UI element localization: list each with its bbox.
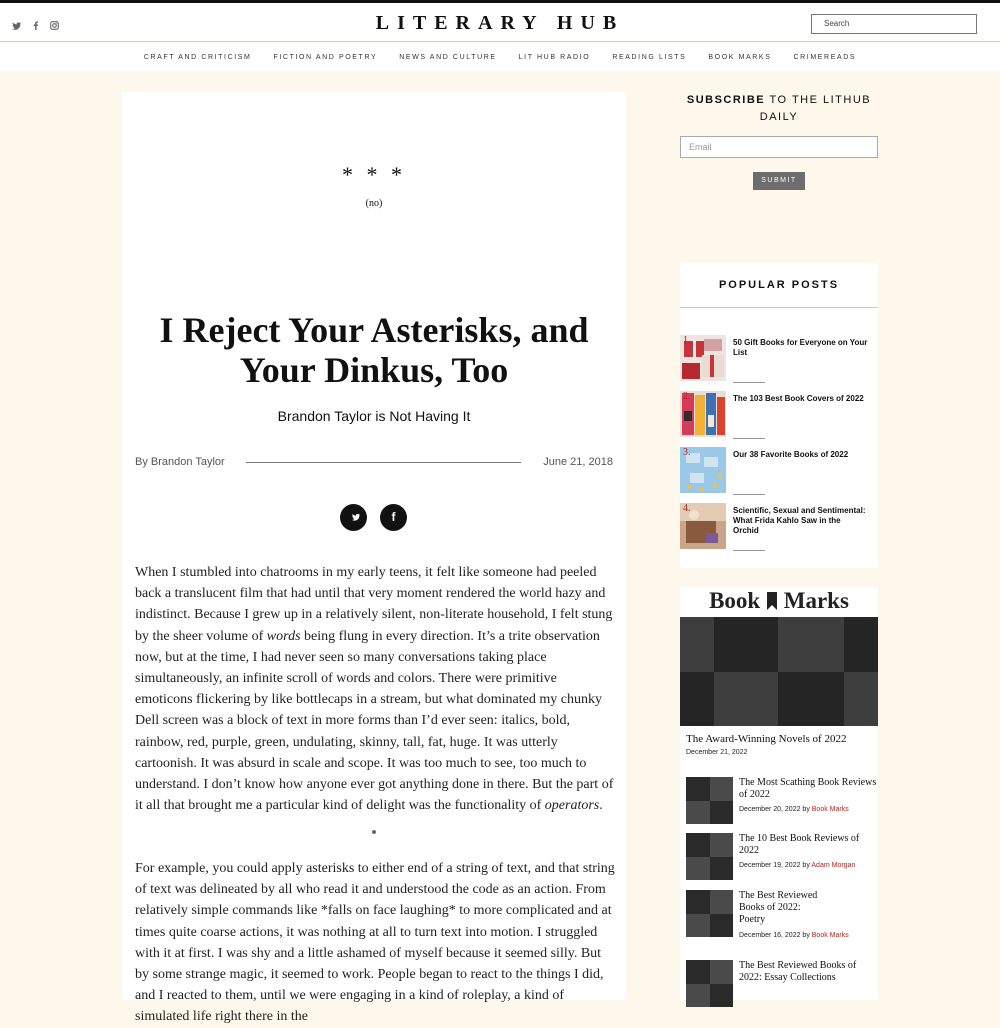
post-rank: 1. [683, 335, 691, 346]
post-rank: 3. [683, 447, 691, 458]
section-separator [372, 830, 376, 834]
paragraph-text: . [599, 798, 603, 814]
article-title: I Reject Your Asterisks, and Your Dinkus, Too [159, 310, 589, 390]
image-tile [778, 617, 844, 672]
article-paragraph [135, 562, 615, 816]
popular-post-item[interactable] [680, 447, 878, 497]
thumb-tile [686, 960, 710, 984]
popular-posts [680, 263, 878, 568]
nav-lit-hub-radio[interactable]: LIT HUB RADIO [518, 53, 591, 61]
item-meta [739, 932, 849, 939]
thumb-tile [686, 914, 710, 938]
article-paragraph: For example, you could apply asterisks to either end of a string of text, and that string of text was delineated by all who read it and understood the code as an action. From relatively simple commands like *falls on face laughing* to more complicated and at times quite coarse actions, it was nothing at all to turn text into motion. I struggled with it at first. I was shy and a little ashamed of myself because it seemed silly. But by some strange magic, it seemed to work. People began to react to the things I did, and I reacted to them, until we were engaging in a kind of roleplay, a kind of simulated life right there in the [135, 861, 615, 1025]
nav-book-marks[interactable]: BOOK MARKS [708, 53, 772, 61]
newsletter-heading [680, 92, 878, 126]
emphasis-operators: operators [544, 798, 600, 814]
featured-date: December 21, 2022 [686, 749, 748, 756]
thumb-tile [710, 801, 734, 825]
post-title[interactable]: Scientific, Sexual and Sentimental: What Frida Kahlo Saw in the Orchid [733, 506, 866, 535]
item-author-link[interactable]: Book Marks [811, 806, 849, 813]
nav-fiction-and-poetry[interactable]: FICTION AND POETRY [273, 53, 378, 61]
thumb-tile [710, 960, 734, 984]
nav-news-and-culture[interactable]: NEWS AND CULTURE [399, 53, 497, 61]
image-tile [714, 672, 778, 726]
thumb-tile [710, 890, 734, 914]
post-divider [733, 550, 765, 551]
thumb-tile [710, 914, 734, 938]
bookmark-icon [766, 592, 778, 610]
emphasis-words: words [266, 628, 301, 644]
post-rank: 4. [683, 503, 691, 514]
share-facebook-button[interactable]: f [380, 504, 407, 531]
subscribe-rest: TO THE LITHUB DAILY [759, 94, 872, 123]
item-title[interactable]: The Best Reviewed Books of 2022: Poetry [739, 890, 818, 925]
email-input[interactable]: Email [680, 136, 878, 158]
item-date: December 20, 2022 by [739, 806, 812, 813]
nav-crimereads[interactable]: CRIMEREADS [793, 53, 857, 61]
item-thumbnail[interactable] [686, 960, 733, 1007]
item-date: December 16, 2022 by [739, 932, 812, 939]
image-tile [778, 672, 844, 726]
item-author-link[interactable]: Adam Morgan [811, 862, 856, 869]
share-twitter-button[interactable] [340, 504, 367, 531]
thumb-tile [710, 833, 734, 857]
thumb-tile [686, 777, 710, 801]
post-title[interactable]: 50 Gift Books for Everyone on Your List [733, 338, 868, 357]
post-rank: 2. [683, 391, 691, 402]
image-tile [844, 672, 878, 726]
item-thumbnail[interactable] [686, 833, 733, 880]
article [122, 92, 626, 1025]
featured-image[interactable] [680, 617, 878, 726]
nav-reading-lists[interactable]: READING LISTS [612, 53, 687, 61]
post-title[interactable]: Our 38 Favorite Books of 2022 [733, 450, 849, 459]
dinkus: * * * [342, 162, 406, 187]
post-divider [733, 382, 765, 383]
item-author-link[interactable]: Book Marks [811, 932, 849, 939]
article-date: June 21, 2018 [543, 456, 613, 468]
book-marks-logo[interactable] [680, 587, 878, 617]
item-meta [739, 806, 849, 813]
image-tile [714, 617, 778, 672]
post-divider [733, 494, 765, 495]
thumb-tile [710, 857, 734, 881]
top-bar [0, 0, 1000, 42]
thumb-tile [686, 833, 710, 857]
share-buttons [340, 504, 407, 531]
popular-post-item[interactable] [680, 391, 878, 441]
item-title[interactable]: The 10 Best Book Reviews of 2022 [739, 833, 860, 856]
thumb-tile [686, 857, 710, 881]
dinkus-note: (no) [365, 198, 383, 209]
byline-divider [246, 462, 521, 463]
item-thumbnail[interactable] [686, 777, 733, 824]
image-tile [844, 617, 878, 672]
nav-craft-and-criticism[interactable]: CRAFT AND CRITICISM [143, 53, 252, 61]
paragraph-text: being flung in every direction. It’s a trite observation now, but at the time, I had never seen so many conversations taking place simultaneously, an infinite scroll of words and colors. There were primitive emoticons flickering by like bottlecaps in a stream, but what dominated my chunky Dell screen was a block of text in more forms than I’d ever seen: italics, bold, rainbow, red, purple, green, undulating, skinny, tall, fat, huge. It was utterly cartoonish. It was absurd in scale and scope. It was too much to see, too much to understand. I don’t know how anyone ever got anything done in there. But the part of it all that brought me a particular kind of delight was the functionality of [135, 628, 614, 814]
popular-posts-heading: POPULAR POSTS [680, 263, 878, 308]
logo-word-book: Book [709, 588, 761, 613]
site-logo[interactable]: LITERARY HUB [375, 12, 625, 34]
thumb-tile [686, 984, 710, 1008]
post-title[interactable]: The 103 Best Book Covers of 2022 [733, 394, 864, 403]
twitter-icon [340, 504, 367, 531]
thumb-tile [710, 777, 734, 801]
item-title[interactable]: The Best Reviewed Books of 2022: Essay Collections [739, 960, 857, 983]
featured-title[interactable]: The Award-Winning Novels of 2022 [686, 733, 847, 745]
subscribe-bold: SUBSCRIBE [686, 94, 766, 106]
submit-button[interactable]: SUBMIT [753, 172, 805, 190]
item-date: December 19, 2022 by [739, 862, 812, 869]
image-tile [680, 672, 714, 726]
thumb-tile [686, 890, 710, 914]
item-thumbnail[interactable] [686, 890, 733, 937]
search-input[interactable]: Search [811, 14, 977, 34]
paragraph-text: When I stumbled into chatrooms in my early teens, it felt like someone had peeled back a translucent film that had until that very moment rendered the world hazy and indistinct. Because I grew up in a relatively silent, non-literate household, I felt stung by the sheer volume of [135, 565, 613, 644]
logo-word-marks: Marks [783, 588, 849, 613]
thumb-tile [710, 984, 734, 1008]
post-divider [733, 438, 765, 439]
article-byline[interactable]: By Brandon Taylor [135, 456, 225, 468]
image-tile [680, 617, 714, 672]
book-marks-widget [680, 587, 878, 1000]
item-meta [739, 862, 855, 869]
popular-post-item[interactable] [680, 335, 878, 385]
article-subtitle: Brandon Taylor is Not Having It [277, 408, 471, 424]
thumb-tile [686, 801, 710, 825]
item-title[interactable]: The Most Scathing Book Reviews of 2022 [739, 777, 877, 800]
popular-post-item[interactable] [680, 503, 878, 553]
main-nav [0, 43, 1000, 71]
